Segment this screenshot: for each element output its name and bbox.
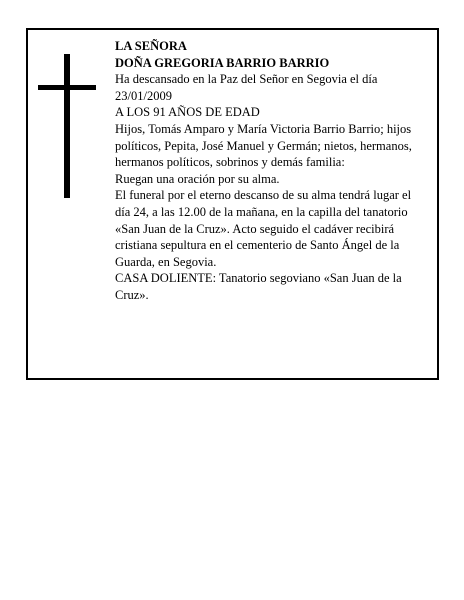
title-line: LA SEÑORA — [115, 39, 187, 53]
funeral-details: El funeral por el eterno descanso de su alma tendrá lugar el día 24, a las 12.00 de la mañana, en la capilla del tanatorio «San Juan de la Cruz». Acto seguido el cadáver recibirá cristiana sepultura en el cementerio de Santo Ángel de la Guarda, en Segovia. — [115, 188, 412, 269]
family-list: Hijos, Tomás Amparo y María Victoria Barrio Barrio; hijos políticos, Pepita, José Manuel y Germán; nietos, hermanos, hermanos políticos, sobrinos y demás familia: — [115, 121, 412, 170]
cross-icon — [64, 54, 70, 198]
rest-statement: Ha descansado en la Paz del Señor en Segovia el día 23/01/2009 — [115, 72, 378, 103]
mourning-house: CASA DOLIENTE: Tanatorio segoviano «San Juan de la Cruz». — [115, 271, 402, 302]
deceased-name: DOÑA GREGORIA BARRIO BARRIO — [115, 55, 330, 70]
obituary-text — [115, 38, 425, 304]
cross-icon-bar — [38, 85, 96, 90]
prayer-request: Ruegan una oración por su alma. — [115, 171, 280, 186]
age-line: A LOS 91 AÑOS DE EDAD — [115, 105, 260, 120]
